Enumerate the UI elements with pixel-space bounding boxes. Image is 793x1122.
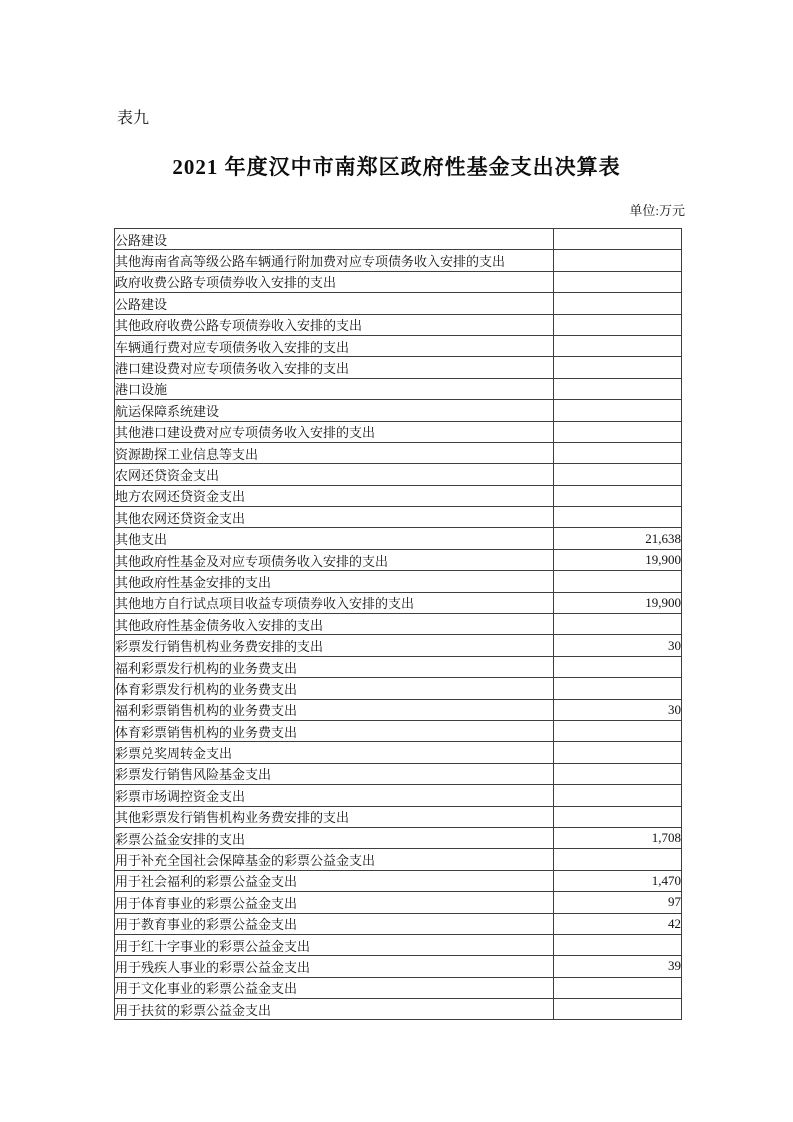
row-item-name: 其他支出 (115, 528, 554, 549)
table-row (115, 229, 682, 250)
table-row (115, 977, 682, 998)
table-row (115, 913, 682, 934)
row-amount-value (554, 507, 682, 528)
row-item-name: 用于残疾人事业的彩票公益金支出 (115, 956, 554, 977)
table-row (115, 314, 682, 335)
row-item-name: 福利彩票发行机构的业务费支出 (115, 656, 554, 677)
table-row (115, 892, 682, 913)
row-item-name: 福利彩票销售机构的业务费支出 (115, 699, 554, 720)
table-row (115, 870, 682, 891)
row-amount-value (554, 314, 682, 335)
unit-label: 单位:万元 (629, 203, 685, 218)
row-item-name: 用于文化事业的彩票公益金支出 (115, 977, 554, 998)
row-item-name: 用于教育事业的彩票公益金支出 (115, 913, 554, 934)
table-row (115, 421, 682, 442)
row-item-name: 其他政府性基金债务收入安排的支出 (115, 614, 554, 635)
row-amount-value (554, 250, 682, 271)
table-row (115, 614, 682, 635)
row-amount-value: 19,900 (554, 592, 682, 613)
row-amount-value: 30 (554, 699, 682, 720)
table-row (115, 250, 682, 271)
row-amount-value (554, 271, 682, 292)
fund-expenditure-table (114, 228, 682, 1020)
row-amount-value (554, 934, 682, 955)
row-amount-value (554, 806, 682, 827)
row-amount-value (554, 742, 682, 763)
row-amount-value (554, 229, 682, 250)
row-item-name: 彩票公益金安排的支出 (115, 827, 554, 848)
row-item-name: 用于扶贫的彩票公益金支出 (115, 999, 554, 1020)
table-row (115, 378, 682, 399)
row-item-name: 其他农网还贷资金支出 (115, 507, 554, 528)
row-amount-value (554, 977, 682, 998)
row-amount-value: 19,900 (554, 549, 682, 570)
row-item-name: 其他港口建设费对应专项债务收入安排的支出 (115, 421, 554, 442)
table-row (115, 720, 682, 741)
row-item-name: 其他彩票发行销售机构业务费安排的支出 (115, 806, 554, 827)
row-amount-value (554, 400, 682, 421)
row-item-name: 农网还贷资金支出 (115, 464, 554, 485)
table-row (115, 400, 682, 421)
table-row (115, 763, 682, 784)
row-item-name: 其他地方自行试点项目收益专项债券收入安排的支出 (115, 592, 554, 613)
row-item-name: 彩票市场调控资金支出 (115, 785, 554, 806)
row-amount-value (554, 785, 682, 806)
row-item-name: 其他海南省高等级公路车辆通行附加费对应专项债务收入安排的支出 (115, 250, 554, 271)
table-row (115, 806, 682, 827)
row-amount-value: 97 (554, 892, 682, 913)
row-amount-value: 39 (554, 956, 682, 977)
table-row (115, 485, 682, 506)
table-row (115, 592, 682, 613)
row-amount-value (554, 464, 682, 485)
table-row (115, 656, 682, 677)
row-amount-value (554, 421, 682, 442)
row-item-name: 彩票发行销售机构业务费安排的支出 (115, 635, 554, 656)
row-amount-value (554, 678, 682, 699)
table-body (115, 229, 682, 1020)
row-item-name: 用于社会福利的彩票公益金支出 (115, 870, 554, 891)
row-item-name: 港口建设费对应专项债务收入安排的支出 (115, 357, 554, 378)
table-row (115, 934, 682, 955)
row-item-name: 体育彩票发行机构的业务费支出 (115, 678, 554, 699)
table-row (115, 742, 682, 763)
row-item-name: 车辆通行费对应专项债务收入安排的支出 (115, 335, 554, 356)
row-amount-value: 1,708 (554, 827, 682, 848)
table-row (115, 442, 682, 463)
row-item-name: 用于体育事业的彩票公益金支出 (115, 892, 554, 913)
row-amount-value (554, 442, 682, 463)
table-row (115, 699, 682, 720)
row-amount-value (554, 720, 682, 741)
row-amount-value (554, 357, 682, 378)
row-amount-value (554, 614, 682, 635)
row-item-name: 彩票发行销售风险基金支出 (115, 763, 554, 784)
row-item-name: 航运保障系统建设 (115, 400, 554, 421)
row-amount-value (554, 571, 682, 592)
row-item-name: 用于红十字事业的彩票公益金支出 (115, 934, 554, 955)
row-item-name: 体育彩票销售机构的业务费支出 (115, 720, 554, 741)
table-number-label: 表九 (117, 110, 150, 127)
row-item-name: 公路建设 (115, 229, 554, 250)
row-item-name: 资源勘探工业信息等支出 (115, 442, 554, 463)
row-amount-value (554, 999, 682, 1020)
row-item-name: 港口设施 (115, 378, 554, 399)
table-row (115, 999, 682, 1020)
table-row (115, 635, 682, 656)
row-amount-value (554, 485, 682, 506)
row-item-name: 公路建设 (115, 293, 554, 314)
row-item-name: 其他政府性基金安排的支出 (115, 571, 554, 592)
table-row (115, 849, 682, 870)
row-item-name: 彩票兑奖周转金支出 (115, 742, 554, 763)
table-row (115, 357, 682, 378)
row-amount-value: 21,638 (554, 528, 682, 549)
row-amount-value: 1,470 (554, 870, 682, 891)
table-row (115, 549, 682, 570)
row-amount-value: 30 (554, 635, 682, 656)
row-amount-value: 42 (554, 913, 682, 934)
table-row (115, 571, 682, 592)
table-row (115, 678, 682, 699)
row-item-name: 政府收费公路专项债券收入安排的支出 (115, 271, 554, 292)
row-amount-value (554, 763, 682, 784)
row-item-name: 其他政府性基金及对应专项债务收入安排的支出 (115, 549, 554, 570)
table-row (115, 785, 682, 806)
row-amount-value (554, 849, 682, 870)
table-row (115, 271, 682, 292)
table-row (115, 956, 682, 977)
table-row (115, 507, 682, 528)
table-row (115, 827, 682, 848)
page-title: 2021 年度汉中市南郑区政府性基金支出决算表 (172, 155, 621, 179)
table-row (115, 528, 682, 549)
table-row (115, 464, 682, 485)
row-item-name: 用于补充全国社会保障基金的彩票公益金支出 (115, 849, 554, 870)
table-row (115, 335, 682, 356)
row-item-name: 地方农网还贷资金支出 (115, 485, 554, 506)
row-amount-value (554, 293, 682, 314)
row-amount-value (554, 656, 682, 677)
row-amount-value (554, 378, 682, 399)
row-amount-value (554, 335, 682, 356)
table-row (115, 293, 682, 314)
row-item-name: 其他政府收费公路专项债券收入安排的支出 (115, 314, 554, 335)
